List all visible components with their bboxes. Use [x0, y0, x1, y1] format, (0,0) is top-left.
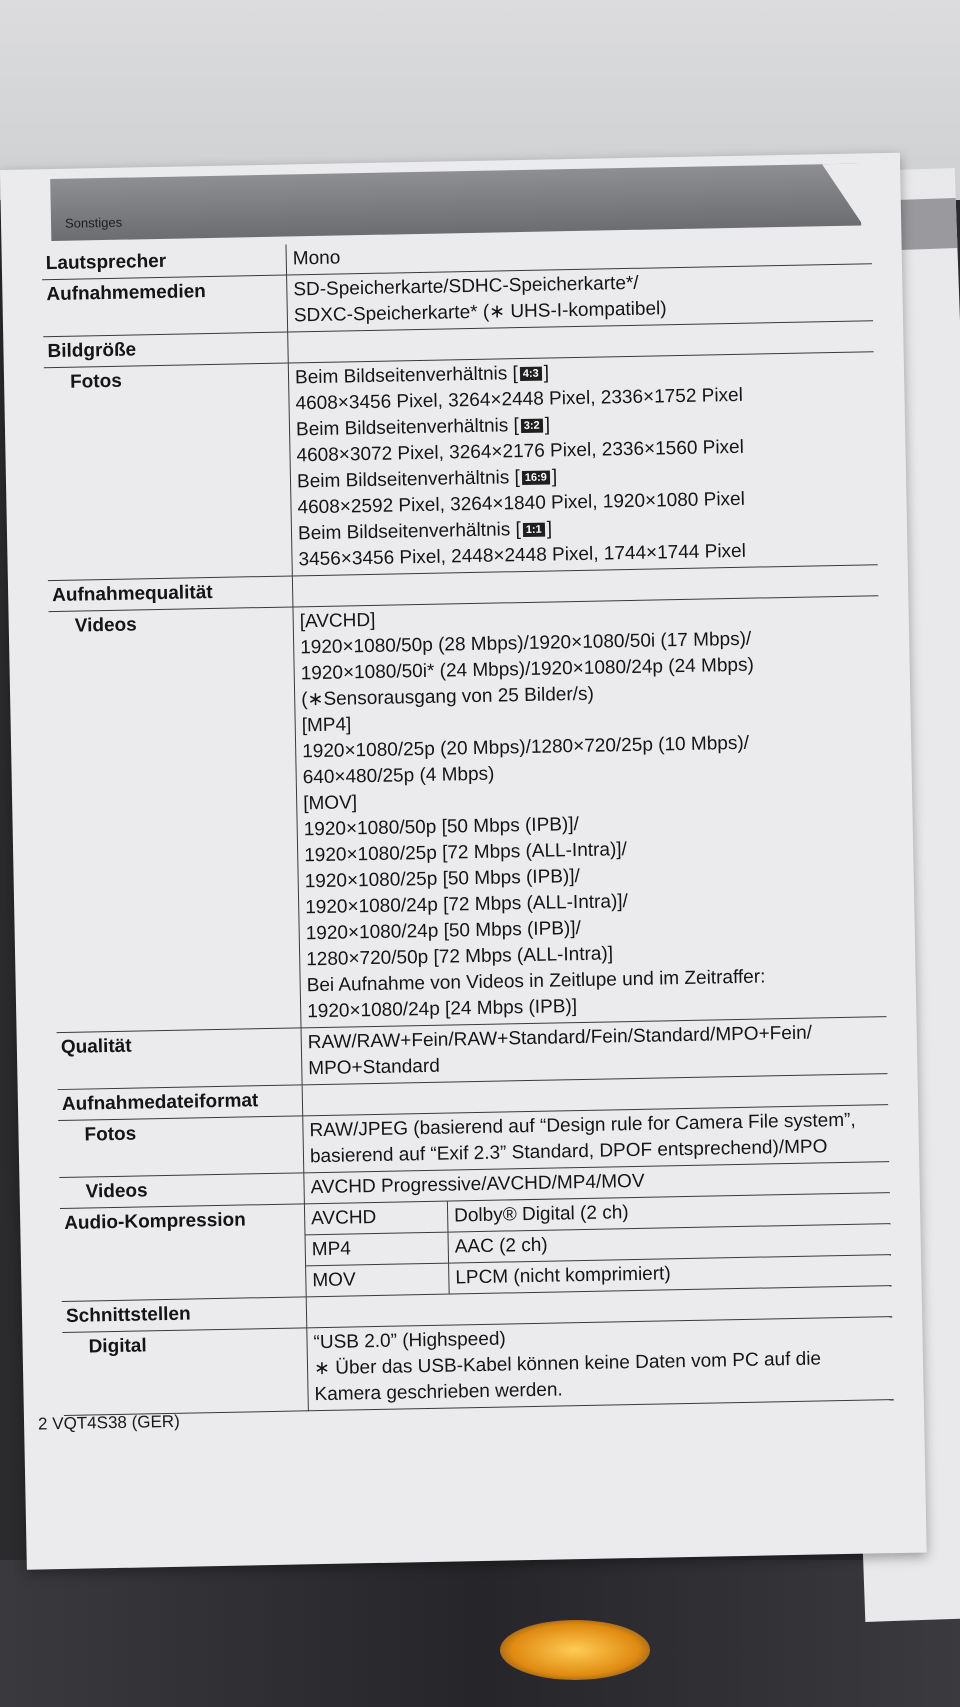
- row-label: Aufnahmequalität: [48, 576, 293, 612]
- value-line: 1920×1080/24p [50 Mbps (IPB)]/: [305, 917, 582, 945]
- value-line: 4608×3072 Pixel, 3264×2176 Pixel, 2336×1560 Pixel: [296, 436, 745, 467]
- row-label: Videos: [59, 1173, 304, 1209]
- value-line: 1920×1080/24p [24 Mbps (IPB)]: [307, 996, 578, 1023]
- value-line: 4608×3456 Pixel, 3264×2448 Pixel, 2336×1752 Pixel: [295, 384, 744, 415]
- value-line: 1920×1080/24p [72 Mbps (ALL-Intra)]/: [305, 891, 629, 919]
- ratio-prefix: Beim Bildseitenverhältnis: [295, 415, 509, 441]
- value-line: 1280×720/50p [72 Mbps (ALL-Intra)]: [306, 943, 614, 971]
- row-label: Aufnahmedateiformat: [58, 1085, 303, 1121]
- ratio-prefix: Beim Bildseitenverhältnis: [297, 519, 511, 545]
- header-notch: [822, 163, 863, 226]
- background-floor: [0, 1560, 960, 1707]
- ratio-prefix: Beim Bildseitenverhältnis: [294, 363, 508, 389]
- value-line: SDXC-Speicherkarte* (∗ UHS-I-kompatibel): [293, 298, 667, 327]
- audio-format: MOV: [306, 1263, 449, 1296]
- table-row: [62, 1317, 893, 1416]
- table-row: [44, 352, 878, 581]
- value-line: 1920×1080/50i* (24 Mbps)/1920×1080/24p (24 Mbps): [300, 654, 755, 685]
- row-label: Digital: [62, 1328, 308, 1416]
- table-row: [48, 596, 886, 1033]
- ratio-line: Beim Bildseitenverhältnis [ 4:3 ]: [294, 362, 550, 389]
- row-label: Videos: [48, 607, 301, 1033]
- row-label: Qualität: [57, 1028, 303, 1090]
- ratio-line: Beim Bildseitenverhältnis [ 16:9 ]: [296, 466, 558, 493]
- ratio-1-1-icon: 1:1: [523, 523, 545, 537]
- audio-format: AVCHD: [305, 1202, 448, 1235]
- row-value: [307, 1317, 894, 1411]
- audio-codec: LPCM (nicht komprimiert): [455, 1263, 671, 1289]
- value-line: [MOV]: [303, 792, 358, 815]
- ratio-line: Beim Bildseitenverhältnis [ 1:1 ]: [297, 518, 553, 545]
- value-line: 3456×3456 Pixel, 2448×2448 Pixel, 1744×1744 Pixel: [298, 540, 747, 571]
- spec-table: [42, 233, 894, 1416]
- ratio-4-3-icon: 4:3: [520, 367, 542, 381]
- value-line: SD-Speicherkarte/SDHC-Speicherkarte*/: [293, 272, 639, 301]
- section-title: Sonstiges: [64, 214, 123, 231]
- row-label: Aufnahmemedien: [42, 275, 288, 337]
- row-value: [304, 1193, 891, 1297]
- ratio-16-9-icon: 16:9: [522, 471, 550, 486]
- row-label: Fotos: [44, 363, 293, 581]
- value-line: 1920×1080/25p [72 Mbps (ALL-Intra)]/: [304, 839, 628, 867]
- row-value: [293, 596, 886, 1028]
- row-value: [288, 352, 877, 576]
- value-line: RAW/RAW+Fein/RAW+Standard/Fein/Standard/MPO+Fein/: [307, 1022, 813, 1054]
- footnote: ∗ Über das USB-Kabel können keine Daten vom PC auf die Kamera geschrieben werden.: [313, 1348, 822, 1406]
- value-line: [MP4]: [301, 714, 352, 737]
- page-footer-code: 2 VQT4S38 (GER): [37, 1411, 180, 1434]
- row-label: Lautsprecher: [42, 245, 287, 280]
- row-label: Schnittstellen: [62, 1297, 307, 1333]
- audio-codec: AAC (2 ch): [448, 1224, 891, 1263]
- value-line: 640×480/25p (4 Mbps): [302, 763, 495, 789]
- value-line: MPO+Standard: [308, 1055, 440, 1080]
- row-label: Fotos: [58, 1116, 304, 1178]
- value-line: [AVCHD]: [299, 609, 376, 633]
- value-line: Bei Aufnahme von Videos in Zeitlupe und im Zeitraffer:: [306, 966, 766, 997]
- ratio-line: Beim Bildseitenverhältnis [ 3:2 ]: [295, 414, 551, 441]
- audio-table: [305, 1193, 892, 1296]
- value-line: 1920×1080/50p [50 Mbps (IPB)]/: [303, 814, 580, 841]
- row-value: AVCHD Progressive/AVCHD/MP4/MOV: [304, 1162, 890, 1204]
- manual-page: [0, 153, 927, 1570]
- table-row: [60, 1193, 892, 1302]
- value-line: 1920×1080/25p (20 Mbps)/1280×720/25p (10 Mbps)/: [302, 732, 750, 763]
- value-line: 1920×1080/50p (28 Mbps)/1920×1080/50i (17 Mbps)/: [300, 628, 752, 659]
- audio-format: MP4: [305, 1232, 448, 1266]
- audio-codec: Dolby® Digital (2 ch): [447, 1193, 890, 1232]
- value-line: basierend auf “Exif 2.3” Standard, DPOF entsprechend)/MPO: [309, 1136, 828, 1168]
- ratio-3-2-icon: 3:2: [521, 419, 543, 433]
- value-line: 1920×1080/25p [50 Mbps (IPB)]/: [304, 866, 581, 893]
- row-label: Audio-Kompression: [60, 1204, 306, 1302]
- value-line: “USB 2.0” (Highspeed): [313, 1328, 506, 1354]
- ratio-prefix: Beim Bildseitenverhältnis: [296, 467, 510, 493]
- background-light: [500, 1620, 650, 1680]
- value-line: (∗Sensorausgang von 25 Bilder/s): [301, 683, 595, 711]
- value-line: RAW/JPEG (basierend auf “Design rule for Camera File system”,: [309, 1109, 856, 1142]
- value-line: 4608×2592 Pixel, 3264×1840 Pixel, 1920×1080 Pixel: [297, 488, 746, 519]
- row-label: Bildgröße: [43, 332, 288, 368]
- row-value: Mono: [286, 233, 872, 275]
- section-header: [50, 163, 861, 241]
